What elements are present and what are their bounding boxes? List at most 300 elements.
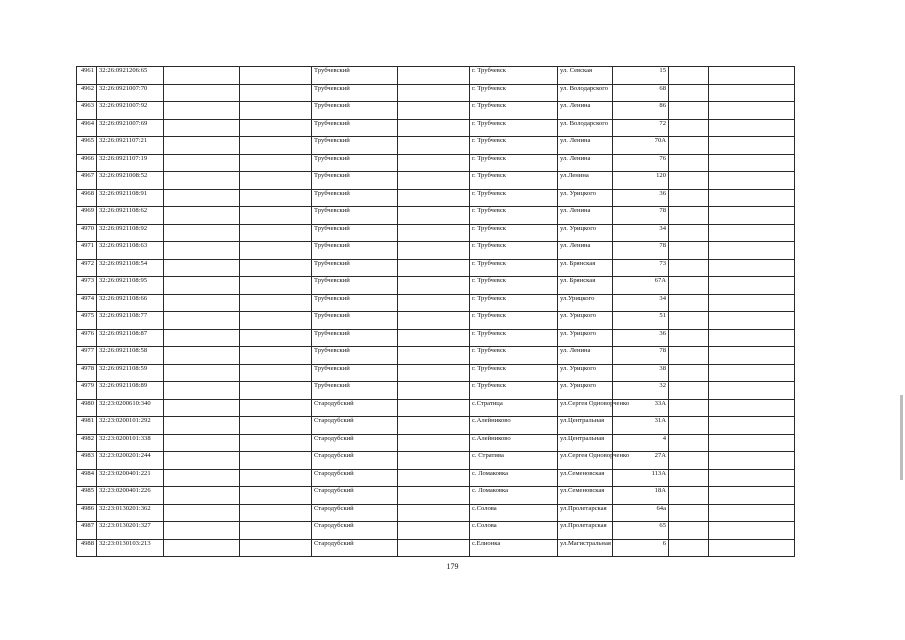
cell-cadastral-number: 32:26:0921007:69 xyxy=(97,119,164,137)
cell-cadastral-number: 32:26:0921108:95 xyxy=(97,277,164,295)
cell-empty xyxy=(164,189,240,207)
cell-district: Трубчевский xyxy=(312,224,398,242)
cell-empty xyxy=(240,469,312,487)
cell-empty xyxy=(164,469,240,487)
cell-locality: г. Трубчевск xyxy=(470,382,558,400)
cell-empty xyxy=(669,487,709,505)
cell-cadastral-number: 32:26:0921007:70 xyxy=(97,84,164,102)
table-row xyxy=(77,277,795,295)
cell-empty xyxy=(669,399,709,417)
cell-number: 4970 xyxy=(77,224,97,242)
table-row xyxy=(77,84,795,102)
cell-cadastral-number: 32:26:0921107:21 xyxy=(97,137,164,155)
cell-empty xyxy=(164,294,240,312)
cell-number: 4973 xyxy=(77,277,97,295)
cell-empty xyxy=(240,154,312,172)
table-row xyxy=(77,224,795,242)
cell-empty xyxy=(669,417,709,435)
cell-house: 38 xyxy=(613,364,669,382)
cell-number: 4983 xyxy=(77,452,97,470)
cell-empty xyxy=(164,154,240,172)
cell-empty xyxy=(669,539,709,557)
cell-street: ул.Центральная xyxy=(558,417,613,435)
cell-empty xyxy=(164,522,240,540)
cell-number: 4964 xyxy=(77,119,97,137)
cell-district: Трубчевский xyxy=(312,277,398,295)
cell-district: Трубчевский xyxy=(312,119,398,137)
cell-empty xyxy=(669,522,709,540)
cell-empty xyxy=(164,84,240,102)
page-number: 179 xyxy=(446,562,459,571)
cell-empty xyxy=(398,207,470,225)
cell-street: ул. Урицкого xyxy=(558,189,613,207)
cell-empty xyxy=(240,382,312,400)
cell-empty xyxy=(164,504,240,522)
table-row xyxy=(77,434,795,452)
cell-empty xyxy=(709,119,795,137)
cell-empty xyxy=(398,329,470,347)
cell-empty xyxy=(669,189,709,207)
cell-district: Трубчевский xyxy=(312,137,398,155)
table-row xyxy=(77,67,795,85)
table-row xyxy=(77,189,795,207)
cell-locality: с. Стратива xyxy=(470,452,558,470)
cell-empty xyxy=(240,207,312,225)
cell-empty xyxy=(669,119,709,137)
cell-empty xyxy=(709,469,795,487)
cell-empty xyxy=(240,452,312,470)
cell-district: Трубчевский xyxy=(312,172,398,190)
cell-empty xyxy=(398,539,470,557)
cell-district: Трубчевский xyxy=(312,102,398,120)
cell-house: 72 xyxy=(613,119,669,137)
cell-empty xyxy=(240,487,312,505)
table-row xyxy=(77,522,795,540)
cell-locality: г. Трубчевск xyxy=(470,347,558,365)
cell-empty xyxy=(164,382,240,400)
cell-empty xyxy=(709,522,795,540)
table-row xyxy=(77,312,795,330)
cell-district: Трубчевский xyxy=(312,347,398,365)
cell-locality: г. Трубчевск xyxy=(470,224,558,242)
cell-house: 120 xyxy=(613,172,669,190)
cell-empty xyxy=(398,84,470,102)
cell-cadastral-number: 32:26:0921108:87 xyxy=(97,329,164,347)
cell-empty xyxy=(669,207,709,225)
cell-cadastral-number: 32:26:0921108:92 xyxy=(97,224,164,242)
cell-district: Стародубский xyxy=(312,522,398,540)
cell-empty xyxy=(709,242,795,260)
cell-empty xyxy=(669,329,709,347)
cell-house: 6 xyxy=(613,539,669,557)
cell-cadastral-number: 32:26:0921108:54 xyxy=(97,259,164,277)
cell-empty xyxy=(240,242,312,260)
cell-house: 76 xyxy=(613,154,669,172)
cell-house: 31А xyxy=(613,417,669,435)
cell-street: ул. Урицкого xyxy=(558,224,613,242)
cell-locality: с.Стратица xyxy=(470,399,558,417)
cell-empty xyxy=(240,329,312,347)
cell-district: Стародубский xyxy=(312,452,398,470)
table-row xyxy=(77,207,795,225)
cell-empty xyxy=(398,294,470,312)
cell-cadastral-number: 32:23:0200101:338 xyxy=(97,434,164,452)
cell-empty xyxy=(709,487,795,505)
cell-empty xyxy=(164,119,240,137)
cell-street: ул. Ленина xyxy=(558,347,613,365)
cell-number: 4971 xyxy=(77,242,97,260)
table-row xyxy=(77,539,795,557)
cell-empty xyxy=(240,119,312,137)
cell-number: 4980 xyxy=(77,399,97,417)
cell-empty xyxy=(164,452,240,470)
cell-empty xyxy=(398,312,470,330)
cell-empty xyxy=(164,487,240,505)
cell-empty xyxy=(669,84,709,102)
cell-empty xyxy=(669,154,709,172)
cell-locality: г. Трубчевск xyxy=(470,329,558,347)
cell-empty xyxy=(669,364,709,382)
cell-street: ул.Пролетарская xyxy=(558,522,613,540)
cell-district: Трубчевский xyxy=(312,154,398,172)
cell-number: 4974 xyxy=(77,294,97,312)
cell-empty xyxy=(709,434,795,452)
cell-empty xyxy=(398,487,470,505)
table-row xyxy=(77,347,795,365)
cell-empty xyxy=(398,189,470,207)
cell-empty xyxy=(709,364,795,382)
cell-district: Стародубский xyxy=(312,539,398,557)
cell-empty xyxy=(398,102,470,120)
cell-empty xyxy=(240,224,312,242)
cell-empty xyxy=(240,189,312,207)
cell-house: 78 xyxy=(613,347,669,365)
cell-street: ул.Урицкого xyxy=(558,294,613,312)
cell-empty xyxy=(398,504,470,522)
cell-number: 4967 xyxy=(77,172,97,190)
cell-house: 78 xyxy=(613,207,669,225)
cell-empty xyxy=(709,189,795,207)
cell-empty xyxy=(240,137,312,155)
cell-empty xyxy=(709,259,795,277)
cell-cadastral-number: 32:23:0130201:362 xyxy=(97,504,164,522)
cell-empty xyxy=(669,294,709,312)
cell-locality: г. Трубчевск xyxy=(470,119,558,137)
cell-locality: с. Ломаковка xyxy=(470,487,558,505)
cell-district: Трубчевский xyxy=(312,259,398,277)
cell-street: ул. Севская xyxy=(558,67,613,85)
cell-empty xyxy=(669,102,709,120)
cell-empty xyxy=(240,84,312,102)
cell-house: 64а xyxy=(613,504,669,522)
cell-cadastral-number: 32:26:0921108:91 xyxy=(97,189,164,207)
cell-district: Стародубский xyxy=(312,434,398,452)
cell-empty xyxy=(240,102,312,120)
cell-empty xyxy=(398,259,470,277)
cell-empty xyxy=(164,102,240,120)
cell-house: 86 xyxy=(613,102,669,120)
cell-empty xyxy=(398,417,470,435)
cell-house: 18А xyxy=(613,487,669,505)
cell-house: 4 xyxy=(613,434,669,452)
cell-house: 51 xyxy=(613,312,669,330)
cell-number: 4987 xyxy=(77,522,97,540)
cell-locality: с.Солова xyxy=(470,522,558,540)
cell-house: 32 xyxy=(613,382,669,400)
cell-empty xyxy=(669,469,709,487)
cell-number: 4988 xyxy=(77,539,97,557)
cell-empty xyxy=(709,294,795,312)
cell-empty xyxy=(240,417,312,435)
cell-house: 68 xyxy=(613,84,669,102)
cell-district: Трубчевский xyxy=(312,329,398,347)
cell-empty xyxy=(164,242,240,260)
cell-locality: с.Солова xyxy=(470,504,558,522)
cell-empty xyxy=(240,312,312,330)
cell-locality: с. Ломаковка xyxy=(470,469,558,487)
cell-empty xyxy=(240,172,312,190)
cell-empty xyxy=(398,277,470,295)
cell-empty xyxy=(669,137,709,155)
cell-empty xyxy=(398,347,470,365)
cell-number: 4966 xyxy=(77,154,97,172)
cell-number: 4978 xyxy=(77,364,97,382)
cell-empty xyxy=(709,399,795,417)
cell-locality: г. Трубчевск xyxy=(470,207,558,225)
cell-district: Трубчевский xyxy=(312,364,398,382)
cell-empty xyxy=(240,522,312,540)
cell-locality: г. Трубчевск xyxy=(470,277,558,295)
cell-empty xyxy=(709,102,795,120)
register-table xyxy=(76,66,795,557)
cell-empty xyxy=(164,277,240,295)
cell-district: Трубчевский xyxy=(312,67,398,85)
cell-street: ул. Володарского xyxy=(558,119,613,137)
cell-district: Трубчевский xyxy=(312,84,398,102)
cell-empty xyxy=(398,172,470,190)
cell-empty xyxy=(709,172,795,190)
cell-cadastral-number: 32:26:0921108:66 xyxy=(97,294,164,312)
cell-empty xyxy=(709,504,795,522)
cell-locality: г. Трубчевск xyxy=(470,137,558,155)
cell-empty xyxy=(164,399,240,417)
cell-street: ул. Володарского xyxy=(558,84,613,102)
cell-district: Стародубский xyxy=(312,487,398,505)
table-row xyxy=(77,469,795,487)
cell-empty xyxy=(669,347,709,365)
cell-house: 70А xyxy=(613,137,669,155)
table-row xyxy=(77,382,795,400)
table-row xyxy=(77,102,795,120)
cell-empty xyxy=(240,539,312,557)
cell-empty xyxy=(669,172,709,190)
cell-locality: г. Трубчевск xyxy=(470,294,558,312)
cell-street: ул.Магистральная xyxy=(558,539,613,557)
cell-number: 4982 xyxy=(77,434,97,452)
cell-empty xyxy=(709,417,795,435)
cell-district: Трубчевский xyxy=(312,189,398,207)
cell-number: 4984 xyxy=(77,469,97,487)
cell-empty xyxy=(709,539,795,557)
cell-street: ул. Ленина xyxy=(558,102,613,120)
table-row xyxy=(77,154,795,172)
cell-house: 27А xyxy=(613,452,669,470)
cell-street: ул. Урицкого xyxy=(558,312,613,330)
table-row xyxy=(77,417,795,435)
cell-empty xyxy=(398,469,470,487)
cell-house: 65 xyxy=(613,522,669,540)
cell-district: Трубчевский xyxy=(312,207,398,225)
cell-locality: с.Алейниково xyxy=(470,434,558,452)
cell-cadastral-number: 32:26:0921108:58 xyxy=(97,347,164,365)
cell-empty xyxy=(709,67,795,85)
table-row xyxy=(77,172,795,190)
cell-street: ул.Семеновская xyxy=(558,469,613,487)
table-row xyxy=(77,487,795,505)
cell-number: 4975 xyxy=(77,312,97,330)
cell-empty xyxy=(164,259,240,277)
cell-street: ул.Центральная xyxy=(558,434,613,452)
cell-locality: г. Трубчевск xyxy=(470,172,558,190)
cell-empty xyxy=(709,329,795,347)
cell-street: ул. Брянская xyxy=(558,277,613,295)
cell-empty xyxy=(398,137,470,155)
cell-district: Стародубский xyxy=(312,469,398,487)
cell-house: 34 xyxy=(613,224,669,242)
cell-street: ул. Урицкого xyxy=(558,382,613,400)
cell-cadastral-number: 32:26:0921108:77 xyxy=(97,312,164,330)
cell-locality: г. Трубчевск xyxy=(470,189,558,207)
cell-cadastral-number: 32:26:0921107:19 xyxy=(97,154,164,172)
cell-number: 4963 xyxy=(77,102,97,120)
cell-empty xyxy=(240,294,312,312)
cell-cadastral-number: 32:23:0200101:292 xyxy=(97,417,164,435)
cell-empty xyxy=(669,452,709,470)
cell-empty xyxy=(709,137,795,155)
cell-house: 67А xyxy=(613,277,669,295)
cell-locality: с.Алейниково xyxy=(470,417,558,435)
cell-empty xyxy=(398,452,470,470)
cell-empty xyxy=(709,277,795,295)
table-body xyxy=(77,67,795,557)
cell-cadastral-number: 32:26:0921108:62 xyxy=(97,207,164,225)
cell-district: Трубчевский xyxy=(312,242,398,260)
cell-district: Стародубский xyxy=(312,417,398,435)
cell-street: ул. Ленина xyxy=(558,137,613,155)
table-row xyxy=(77,504,795,522)
cell-locality: г. Трубчевск xyxy=(470,242,558,260)
cell-empty xyxy=(398,224,470,242)
cell-locality: г. Трубчевск xyxy=(470,84,558,102)
cell-empty xyxy=(240,277,312,295)
cell-street: ул.Сергея Одноворченко xyxy=(558,399,613,417)
cell-empty xyxy=(669,259,709,277)
cell-empty xyxy=(669,382,709,400)
cell-locality: г. Трубчевск xyxy=(470,67,558,85)
cell-number: 4976 xyxy=(77,329,97,347)
cell-empty xyxy=(709,84,795,102)
cell-district: Трубчевский xyxy=(312,382,398,400)
cell-street: ул.Сергея Одноворченко xyxy=(558,452,613,470)
cell-empty xyxy=(164,417,240,435)
cell-empty xyxy=(709,347,795,365)
cell-empty xyxy=(398,67,470,85)
cell-number: 4981 xyxy=(77,417,97,435)
cell-empty xyxy=(164,67,240,85)
cell-number: 4977 xyxy=(77,347,97,365)
cell-cadastral-number: 32:26:0921007:92 xyxy=(97,102,164,120)
cell-empty xyxy=(709,207,795,225)
cell-empty xyxy=(164,224,240,242)
cell-empty xyxy=(669,504,709,522)
cell-street: ул. Урицкого xyxy=(558,364,613,382)
cell-empty xyxy=(709,224,795,242)
table-row xyxy=(77,364,795,382)
cell-house: 33А xyxy=(613,399,669,417)
cell-locality: с.Елионка xyxy=(470,539,558,557)
cell-empty xyxy=(669,434,709,452)
cell-empty xyxy=(164,347,240,365)
cell-empty xyxy=(240,67,312,85)
cell-empty xyxy=(164,329,240,347)
cell-street: ул. Ленина xyxy=(558,154,613,172)
cell-cadastral-number: 32:26:0921108:89 xyxy=(97,382,164,400)
table-row xyxy=(77,329,795,347)
cell-empty xyxy=(164,172,240,190)
cell-district: Стародубский xyxy=(312,504,398,522)
cell-empty xyxy=(240,347,312,365)
cell-empty xyxy=(398,434,470,452)
cell-district: Трубчевский xyxy=(312,294,398,312)
cell-empty xyxy=(164,207,240,225)
cell-cadastral-number: 32:23:0200401:221 xyxy=(97,469,164,487)
cell-street: ул. Урицкого xyxy=(558,329,613,347)
cell-empty xyxy=(240,399,312,417)
cell-empty xyxy=(398,242,470,260)
cell-cadastral-number: 32:26:0921206:65 xyxy=(97,67,164,85)
cell-number: 4972 xyxy=(77,259,97,277)
cell-cadastral-number: 32:23:0200401:226 xyxy=(97,487,164,505)
cell-cadastral-number: 32:26:0921108:59 xyxy=(97,364,164,382)
cell-cadastral-number: 32:23:0200201:244 xyxy=(97,452,164,470)
cell-empty xyxy=(398,382,470,400)
cell-street: ул.Семеновская xyxy=(558,487,613,505)
cell-cadastral-number: 32:26:0921008:52 xyxy=(97,172,164,190)
cell-cadastral-number: 32:23:0130103:213 xyxy=(97,539,164,557)
cell-cadastral-number: 32:26:0921108:63 xyxy=(97,242,164,260)
table-row xyxy=(77,452,795,470)
cell-district: Трубчевский xyxy=(312,312,398,330)
cell-empty xyxy=(398,364,470,382)
cell-number: 4979 xyxy=(77,382,97,400)
cell-empty xyxy=(669,277,709,295)
cell-empty xyxy=(398,399,470,417)
table-row xyxy=(77,399,795,417)
cell-house: 78 xyxy=(613,242,669,260)
table-row xyxy=(77,119,795,137)
scan-edge-mark xyxy=(900,395,903,480)
cell-number: 4985 xyxy=(77,487,97,505)
table-row xyxy=(77,137,795,155)
cell-empty xyxy=(164,364,240,382)
cell-house: 36 xyxy=(613,189,669,207)
cell-locality: г. Трубчевск xyxy=(470,154,558,172)
cell-empty xyxy=(240,259,312,277)
cell-house: 73 xyxy=(613,259,669,277)
cell-empty xyxy=(398,154,470,172)
cell-number: 4962 xyxy=(77,84,97,102)
cell-number: 4968 xyxy=(77,189,97,207)
